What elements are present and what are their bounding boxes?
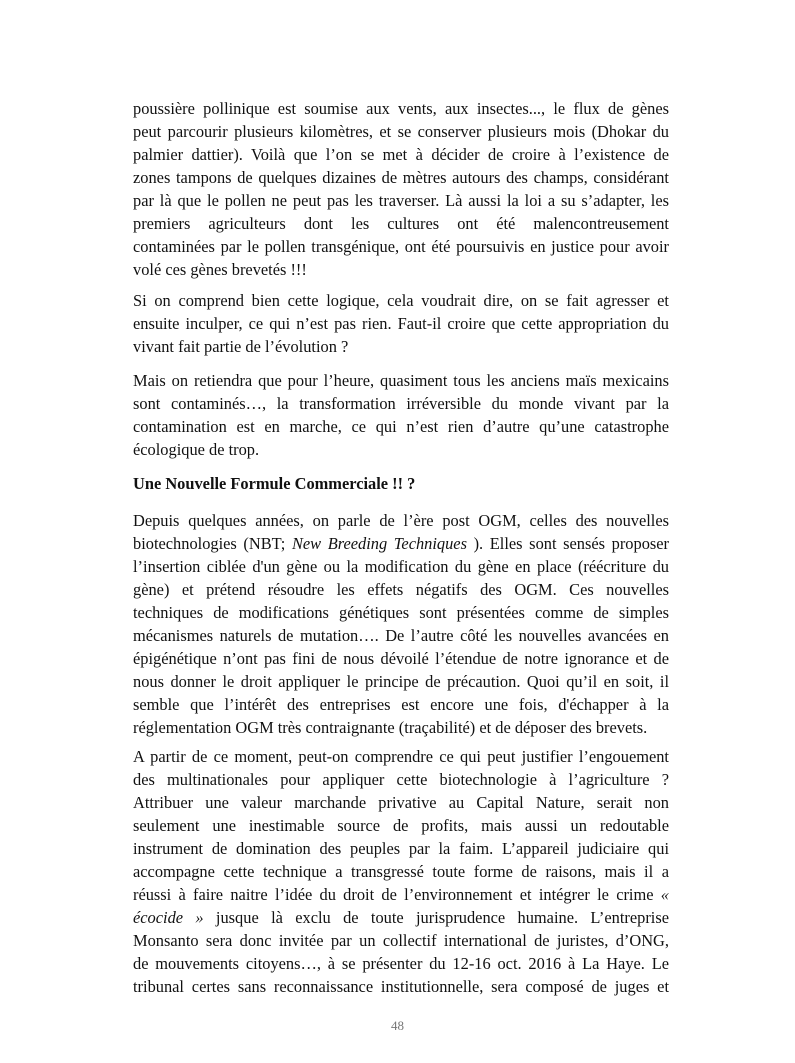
text-line: épigénétique n’ont pas fini de nous dévoilé l’étendue de notre ignorance et de [133, 649, 669, 668]
paragraph [133, 289, 669, 358]
text-line: accompagne cette technique a transgressé toute forme de raisons, mais il a [133, 862, 669, 881]
text-line: techniques de modifications génétiques sont présentées comme de simples [133, 603, 669, 622]
text-line: Monsanto sera donc invitée par un collectif international de juristes, d’ONG, [133, 931, 669, 950]
text-line: A partir de ce moment, peut-on comprendre ce qui peut justifier l’engouement [133, 747, 669, 766]
text-line: volé ces gènes brevetés !!! [133, 260, 307, 279]
italic-text: New Breeding Techniques [291, 534, 467, 553]
text-line: écologique de trop. [133, 440, 260, 459]
text-line: tribunal certes sans reconnaissance institutionnelle, sera composé de juges et [133, 977, 669, 996]
text-line: seulement une inestimable source de profits, mais aussi un redoutable [133, 816, 669, 835]
paragraph [133, 97, 669, 281]
text-line: des multinationales pour appliquer cette biotechnologie à l’agriculture ? [133, 770, 669, 789]
text-line: peut parcourir plusieurs kilomètres, et se conserver plusieurs mois (Dhokar du [133, 122, 669, 141]
page-number: 48 [391, 1018, 404, 1033]
text-line [133, 532, 669, 555]
section-heading [133, 472, 669, 495]
text-line: Une Nouvelle Formule Commerciale !! ? [133, 474, 416, 493]
text-line: contaminées par le pollen transgénique, ont été poursuivis en justice pour avoir [133, 237, 669, 256]
text-line: semble que l’intérêt des entreprises est encore une fois, d'échapper à la [133, 695, 669, 714]
text-line: instrument de domination des peuples par la faim. L’appareil judiciaire qui [133, 839, 669, 858]
text-line: zones tampons de quelques dizaines de mètres autours des champs, considérant [133, 168, 669, 187]
text-line [133, 906, 669, 929]
text-segment: jusque là exclu de toute jurisprudence humaine. L’entreprise [203, 908, 670, 927]
text-line: par là que le pollen ne peut pas les traverser. Là aussi la loi a su s’adapter, les [133, 191, 669, 210]
text-line: Si on comprend bien cette logique, cela voudrait dire, on se fait agresser et [133, 291, 669, 310]
text-line: gène) et prétend résoudre les effets négatifs des OGM. Ces nouvelles [133, 580, 669, 599]
italic-text: « [660, 885, 669, 904]
text-line: l’insertion ciblée d'un gène ou la modification du gène en place (réécriture du [133, 557, 669, 576]
paragraph [133, 745, 669, 998]
text-segment: réussi à faire naitre l’idée du droit de l’environnement et intégrer le crime [133, 885, 661, 904]
text-line: mécanismes naturels de mutation…. De l’autre côté les nouvelles avancées en [133, 626, 669, 645]
text-line: réglementation OGM très contraignante (traçabilité) et de déposer des brevets. [133, 718, 648, 737]
text-line: premiers agriculteurs dont les cultures ont été malencontreusement [133, 214, 669, 233]
text-line: poussière pollinique est soumise aux vents, aux insectes..., le flux de gènes [133, 99, 669, 118]
text-line: Attribuer une valeur marchande privative au Capital Nature, serait non [133, 793, 669, 812]
text-line: Mais on retiendra que pour l’heure, quasiment tous les anciens maïs mexicains [133, 371, 669, 390]
paragraph [133, 509, 669, 739]
text-line: sont contaminés…, la transformation irréversible du monde vivant par la [133, 394, 669, 413]
text-segment: ). Elles sont sensés proposer [466, 534, 669, 553]
text-line: contamination est en marche, ce qui n’est rien d’autre qu’une catastrophe [133, 417, 669, 436]
text-line [133, 883, 669, 906]
paragraph [133, 369, 669, 461]
text-line: nous donner le droit appliquer le principe de précaution. Quoi qu’il en soit, il [133, 672, 669, 691]
text-line: palmier dattier). Voilà que l’on se met à décider de croire à l’existence de [133, 145, 669, 164]
text-line: de mouvements citoyens…, à se présenter du 12-16 oct. 2016 à La Haye. Le [133, 954, 669, 973]
text-line: Depuis quelques années, on parle de l’ère post OGM, celles des nouvelles [133, 511, 669, 530]
text-line: vivant fait partie de l’évolution ? [133, 337, 349, 356]
text-segment: biotechnologies (NBT; [133, 534, 292, 553]
text-line: ensuite inculper, ce qui n’est pas rien. Faut-il croire que cette appropriation du [133, 314, 669, 333]
italic-text: écocide » [133, 908, 204, 927]
